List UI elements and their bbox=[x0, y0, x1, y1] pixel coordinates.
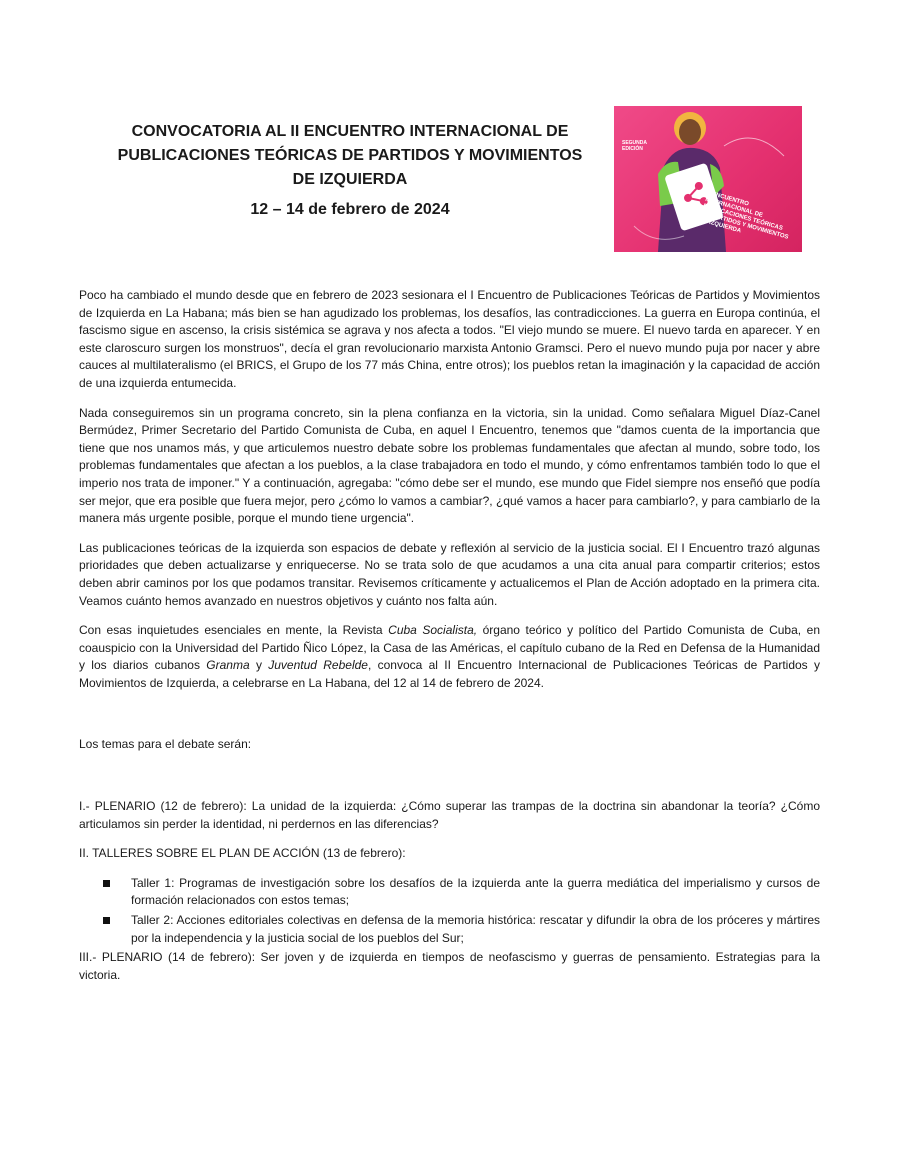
event-dates: 12 – 14 de febrero de 2024 bbox=[250, 201, 450, 218]
convocation-text-1: Con esas inquietudes esenciales en mente, la Revista bbox=[79, 623, 389, 638]
title-line-3: DE IZQUIERDA bbox=[292, 171, 408, 188]
bullet-square-icon bbox=[103, 917, 110, 924]
convocation-text-2: órgano teórico y político del Partido Comunista de Cuba, en coauspicio con la Universidad del Partido Ñico López, la Casa de las Américas, el capítulo cubano de la Red en Defensa de la Humanidad y los diarios cubanos bbox=[79, 623, 820, 673]
event-poster-image bbox=[614, 106, 802, 252]
workshop-2: Taller 2: Acciones editoriales colectivas en defensa de la memoria histórica: rescatar y difundir la obra de los próceres y mártires por la independencia y la justicia social de los pueblos del Sur; bbox=[131, 913, 820, 945]
paragraph-publications: Las publicaciones teóricas de la izquierda son espacios de debate y reflexión al servicio de la justicia social. El I Encuentro trazó algunas prioridades que deben actualizarse y enriquecerse. No se trata solo de que acudamos a una cita anual para compartir criterios; estos deben abrir caminos por los que podamos transitar. Revisemos críticamente y actualicemos el Plan de Acción adoptado en la primera cita. Veamos cuánto hemos avanzado en nuestros objetivos y cuánto nos falta aún. bbox=[79, 540, 820, 608]
paragraph-unity: Nada conseguiremos sin un programa concreto, sin la plena confianza en la victoria, sin la unidad. Como señalara Miguel Díaz-Canel Bermúdez, Primer Secretario del Partido Comunista de Cuba, en aquel I Encuentro, tenemos que "damos cuenta de la importancia que tiene que nos unamos más, y que articulemos nuestro debate sobre los problemas fundamentales que afectan al mundo, sobre todo, los problemas fundamentales que afectan a los pueblos, a la clase trabajadora en todo el mundo, y cómo enfrentamos también todo lo que el imperio nos trata de imponer." Y a continuación, agregaba: "cómo debe ser el mundo, ese mundo que Fidel siempre nos enseñó que podía ser mejor, que era posible que fuera mejor, pero ¿cómo lo vamos a cambiar?, ¿qué vamos a hacer para cambiarlo?, y para cambiarlo de la manera más urgente posible, porque el mundo tiene urgencia". bbox=[79, 405, 820, 526]
title-block bbox=[70, 120, 630, 222]
convocation-text-3: y bbox=[249, 658, 269, 673]
paragraph-intro: Poco ha cambiado el mundo desde que en febrero de 2023 sesionara el I Encuentro de Publicaciones Teóricas de Partidos y Movimientos de Izquierda en La Habana; más bien se han agudizado los problemas, los desafíos, las contradicciones. La guerra en Europa continúa, el fascismo sigue en ascenso, la crisis sistémica se agrava y nos afecta a todos. "El viejo mundo se muere. El nuevo tarda en aparecer. Y en este claroscuro surgen los monstruos", decía el gran revolucionario marxista Antonio Gramsci. Pero el nuevo mundo puja por nacer y abre cauces al multilateralismo (el BRICS, el Grupo de los 77 más China, entre otros); los pueblos retan la imaginación y la capacidad de acción de una izquierda entumecida. bbox=[79, 288, 820, 390]
poster-headline: II ENCUENTRO INTERNACIONAL DE PUBLICACIONES TEÓRICAS DE PARTIDOS Y MOVIMIENTOS DE IZQUIERDA bbox=[698, 190, 789, 241]
title-line-2: PUBLICACIONES TEÓRICAS DE PARTIDOS Y MOVIMIENTOS bbox=[117, 147, 583, 164]
workshops-heading: II. TALLERES SOBRE EL PLAN DE ACCIÓN (13 de febrero): bbox=[79, 846, 406, 861]
workshops-list bbox=[79, 875, 820, 947]
list-item bbox=[131, 912, 820, 947]
document-body bbox=[79, 287, 820, 996]
list-item bbox=[131, 875, 820, 910]
plenary-3: III.- PLENARIO (14 de febrero): Ser joven y de izquierda en tiempos de neofascismo y guerras de pensamiento. Estrategias para la victoria. bbox=[79, 950, 820, 982]
poster-logo-text: SEGUNDA EDICIÓN bbox=[622, 140, 647, 152]
topics-intro: Los temas para el debate serán: bbox=[79, 737, 252, 752]
plenary-1: I.- PLENARIO (12 de febrero): La unidad de la izquierda: ¿Cómo superar las trampas de la doctrina sin abandonar la teoría? ¿Cómo articulamos sin perder la identidad, ni perdernos en las diferencias? bbox=[79, 799, 820, 831]
title-line-1: CONVOCATORIA AL II ENCUENTRO INTERNACIONAL DE bbox=[131, 123, 569, 140]
paragraph-convocation bbox=[79, 622, 820, 692]
bullet-square-icon bbox=[103, 880, 110, 887]
magazine-name: Cuba Socialista, bbox=[388, 623, 478, 638]
convocation-text-4: , convoca al II Encuentro Internacional de Publicaciones Teóricas de Partidos y Movimientos de Izquierda, a celebrarse en La Habana, del 12 al 14 de febrero de 2024. bbox=[79, 658, 820, 690]
workshop-1: Taller 1: Programas de investigación sobre los desafíos de la izquierda ante la guerra mediática del imperialismo y cursos de formación relacionados con estos temas; bbox=[131, 875, 820, 908]
newspaper-granma: Granma bbox=[206, 658, 250, 673]
newspaper-juventud-rebelde: Juventud Rebelde bbox=[268, 658, 368, 673]
